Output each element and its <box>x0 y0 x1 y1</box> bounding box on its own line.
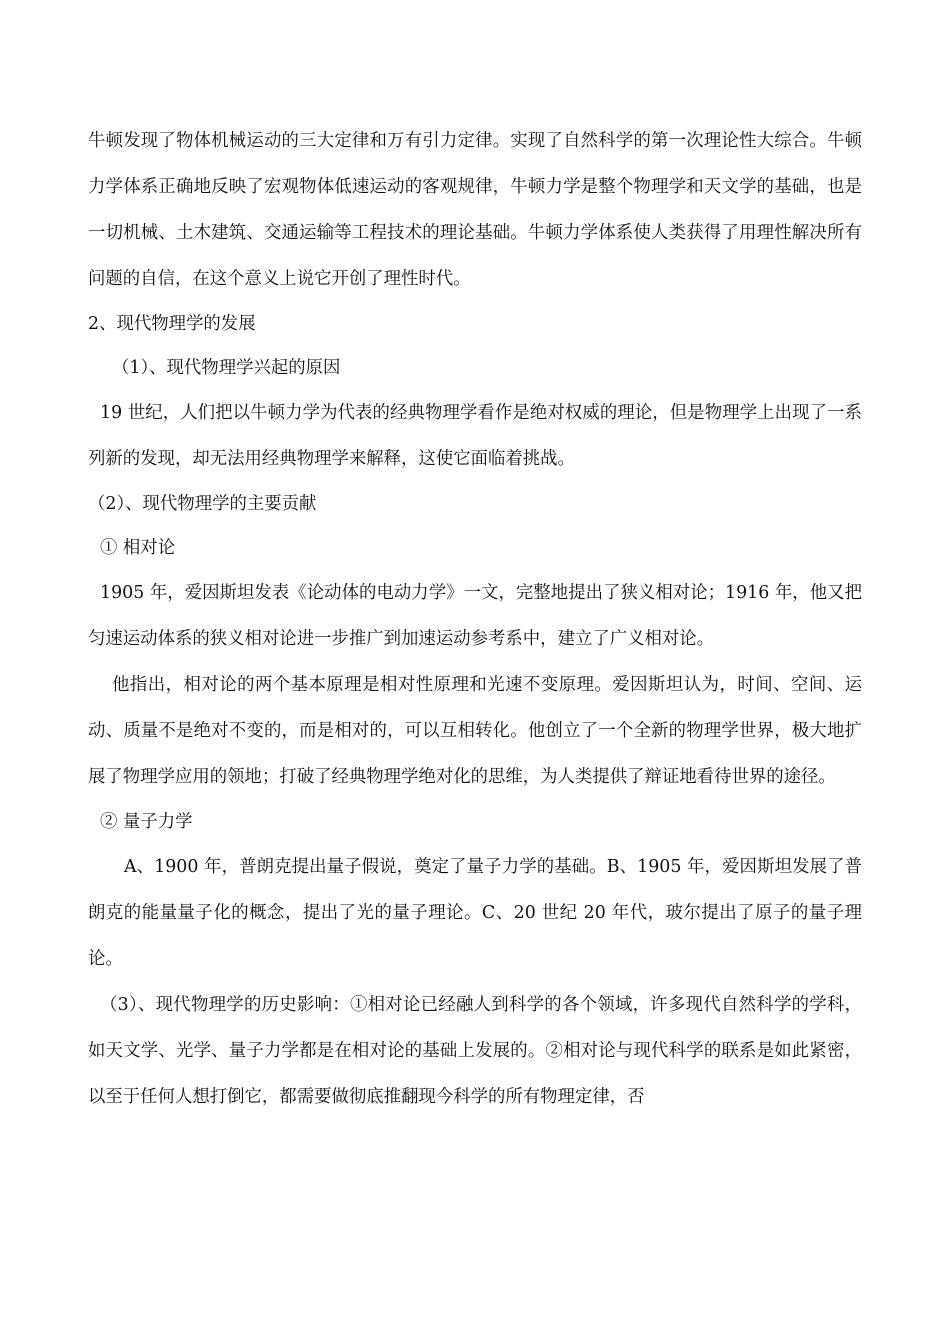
paragraph-19th-century: 19 世纪，人们把以牛顿力学为代表的经典物理学看作是绝对权威的理论，但是物理学上出现了一系列新的发现，却无法用经典物理学来解释，这使它面临着挑战。 <box>88 403 862 469</box>
paragraph-relativity-1905: 1905 年，爱因斯坦发表《论动体的电动力学》一文，完整地提出了狭义相对论；1916 年，他又把匀速运动体系的狭义相对论进一步推广到加速运动参考系中，建立了广义相对论。 <box>88 583 862 649</box>
document-body <box>88 118 862 1120</box>
paragraph-relativity-principles: 他指出，相对论的两个基本原理是相对性原理和光速不变原理。爱因斯坦认为，时间、空间、运动、质量不是绝对不变的，而是相对的，可以互相转化。他创立了一个全新的物理学世界，极大地扩展了物理学应用的领地；打破了经典物理学绝对化的思维，为人类提供了辩证地看待世界的途径。 <box>88 675 862 787</box>
paragraph-historical-impact: （3）、现代物理学的历史影响：①相对论已经融人到科学的各个领域，许多现代自然科学的学科，如天文学、光学、量子力学都是在相对论的基础上发展的。②相对论与现代科学的联系是如此紧密，以至于任何人想打倒它，都需要做彻底推翻现今科学的所有物理定律，否 <box>88 995 862 1107</box>
paragraph-newton-mechanics: 牛顿发现了物体机械运动的三大定律和万有引力定律。实现了自然科学的第一次理论性大综合。牛顿力学体系正确地反映了宏观物体低速运动的客观规律，牛顿力学是整个物理学和天文学的基础，也是一切机械、土木建筑、交通运输等工程技术的理论基础。牛顿力学体系使人类获得了用理性解决所有问题的自信，在这个意义上说它开创了理性时代。 <box>88 131 862 289</box>
item-heading-quantum-mechanics: ② 量子力学 <box>100 812 193 832</box>
subheading-main-contributions: （2）、现代物理学的主要贡献 <box>88 494 317 514</box>
section-heading-modern-physics: 2、现代物理学的发展 <box>88 314 256 334</box>
paragraph-quantum-history: A、1900 年，普朗克提出量子假说，奠定了量子力学的基础。B、1905 年，爱因斯坦发展了普朗克的能量量子化的概念，提出了光的量子理论。C、20 世纪 20 年代，玻尔提出了原子的量子理论。 <box>88 857 862 969</box>
item-heading-relativity: ① 相对论 <box>100 538 176 558</box>
subheading-rise-reasons: （1）、现代物理学兴起的原因 <box>112 358 341 378</box>
